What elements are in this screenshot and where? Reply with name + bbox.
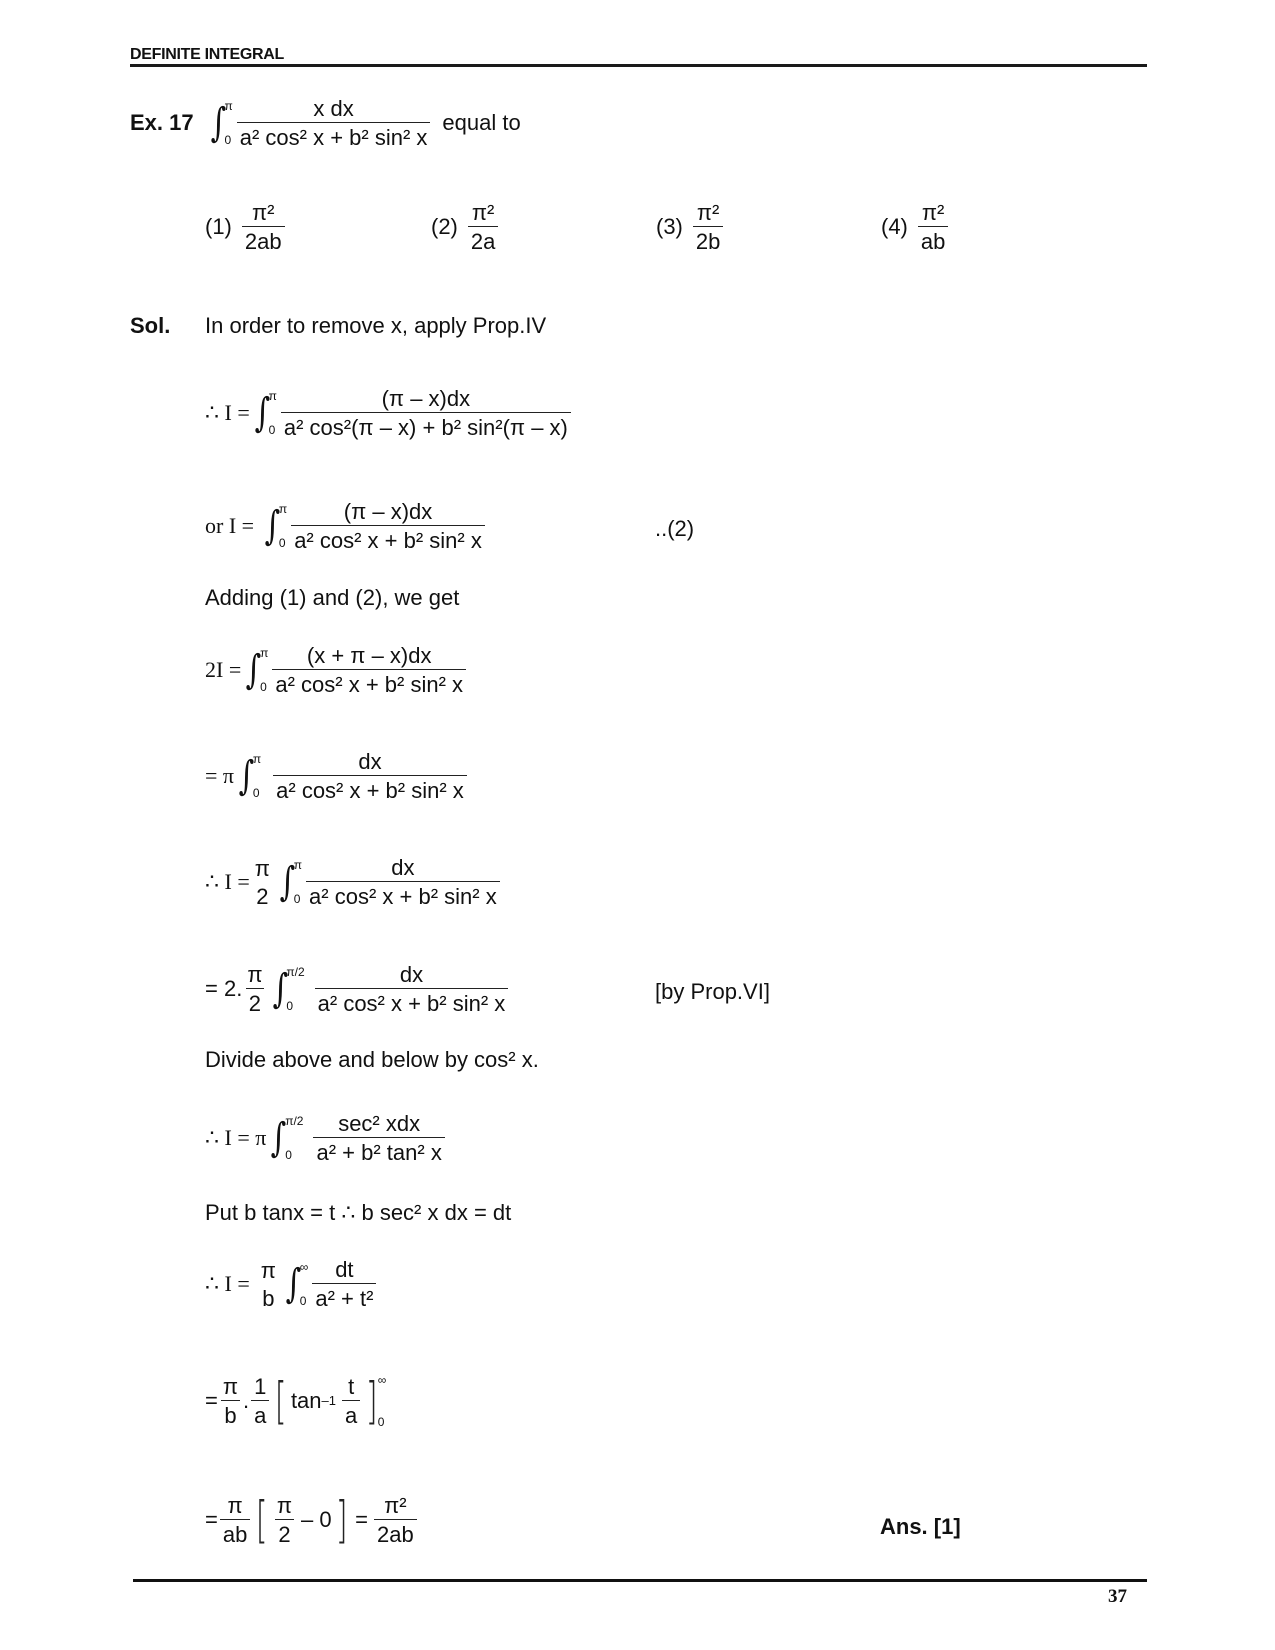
integral-sign: ∫ π 0: [264, 502, 288, 551]
integral-sign: ∫ π 0: [245, 646, 269, 695]
header-rule: [130, 64, 1147, 67]
step-5: ∴ I = π 2 ∫ π 0 $\frac{dx}{\text{a² cos² x + b² sin² x}}$: [205, 855, 502, 910]
answer: Ans. [1]: [880, 1514, 961, 1539]
left-bracket: [: [275, 1372, 288, 1430]
left-bracket: [: [256, 1491, 268, 1550]
adding-text: Adding (1) and (2), we get: [205, 585, 460, 610]
integral-sign: ∫ π 0: [254, 389, 277, 438]
integral-sign: ∫ π 0: [279, 858, 303, 907]
equation-tag-2: ..(2): [655, 516, 695, 541]
question-suffix: equal to: [442, 110, 521, 136]
step-7: ∴ I = π ∫ π/2 0 $\frac{\text{sec² xdx}}{\text{a² + b² tan² x}}$: [205, 1111, 447, 1166]
step-1: ∴ I = ∫ π 0 $\frac{(\pi - x)dx}{\text{a² cos²(π – x) + b² sin²(π – x)}}$: [205, 386, 573, 441]
solution-label: Sol.: [130, 313, 171, 338]
step-8: ∴ I = π b ∫ ∞ 0 $\frac{dt}{\text{a² + t²}}$: [205, 1257, 378, 1312]
step-2: or I = ∫ π 0 $\frac{(\pi - x)dx}{\text{a² cos² x + b² sin² x}}$: [205, 499, 487, 554]
option-4: (4) $\frac{\text{π²}}{ab}$: [881, 200, 950, 255]
solution-intro: In order to remove x, apply Prop.IV: [205, 313, 547, 338]
substitution-text: Put b tanx = t ∴ b sec² x dx = dt: [205, 1200, 512, 1225]
question-fraction: $\frac{\text{x dx}}{\text{a² cos² x + b² sin² x}}$: [237, 96, 431, 151]
step-6: = 2. $\frac{\pi}{2}$ ∫ π/2 0 $\frac{dx}{\text{a² cos² x + b² sin² x}}$: [205, 962, 510, 1017]
integral-sign: ∫ π 0: [210, 99, 233, 148]
integral-sign: ∫ π/2 0: [272, 965, 305, 1014]
running-header: DEFINITE INTEGRAL: [130, 46, 285, 63]
question-label: Ex. 17: [130, 110, 194, 136]
right-bracket: ]: [366, 1372, 378, 1430]
option-3: (3) $\frac{\text{π²}}{2b}$: [656, 200, 725, 255]
step-4: = π ∫ π 0 $\frac{dx}{\text{a² cos² x + b² sin² x}}$: [205, 749, 469, 804]
option-2: (2) $\frac{\text{π²}}{2a}$: [431, 200, 500, 255]
divide-text: Divide above and below by cos² x.: [205, 1047, 539, 1072]
step-10: = $\frac{\pi}{ab}$ [ $\frac{\pi}{2}$ – 0 ] = $\frac{\text{π²}}{2ab}$: [205, 1493, 419, 1548]
integral-sign: ∫ π/2 0: [270, 1114, 304, 1163]
integral-sign: ∫ π 0: [238, 752, 262, 801]
right-bracket: ]: [335, 1491, 348, 1550]
question: [130, 96, 521, 151]
step-3: 2I = ∫ π 0 $\frac{(x + \pi - x)dx}{\text{a² cos² x + b² sin² x}}$: [205, 643, 468, 698]
integral-sign: ∫ ∞ 0: [285, 1260, 309, 1309]
prop-vi-note: [by Prop.VI]: [655, 979, 770, 1004]
page-number: 37: [1108, 1586, 1127, 1607]
option-1: (1) $\frac{\text{π²}}{2ab}$: [205, 200, 287, 255]
footer-rule: [133, 1579, 1147, 1582]
step-9: = $\frac{\pi}{b}$ . $\frac{1}{a}$ [ tan –1 $\frac{t}{a}$ ] ∞ 0: [205, 1372, 387, 1430]
